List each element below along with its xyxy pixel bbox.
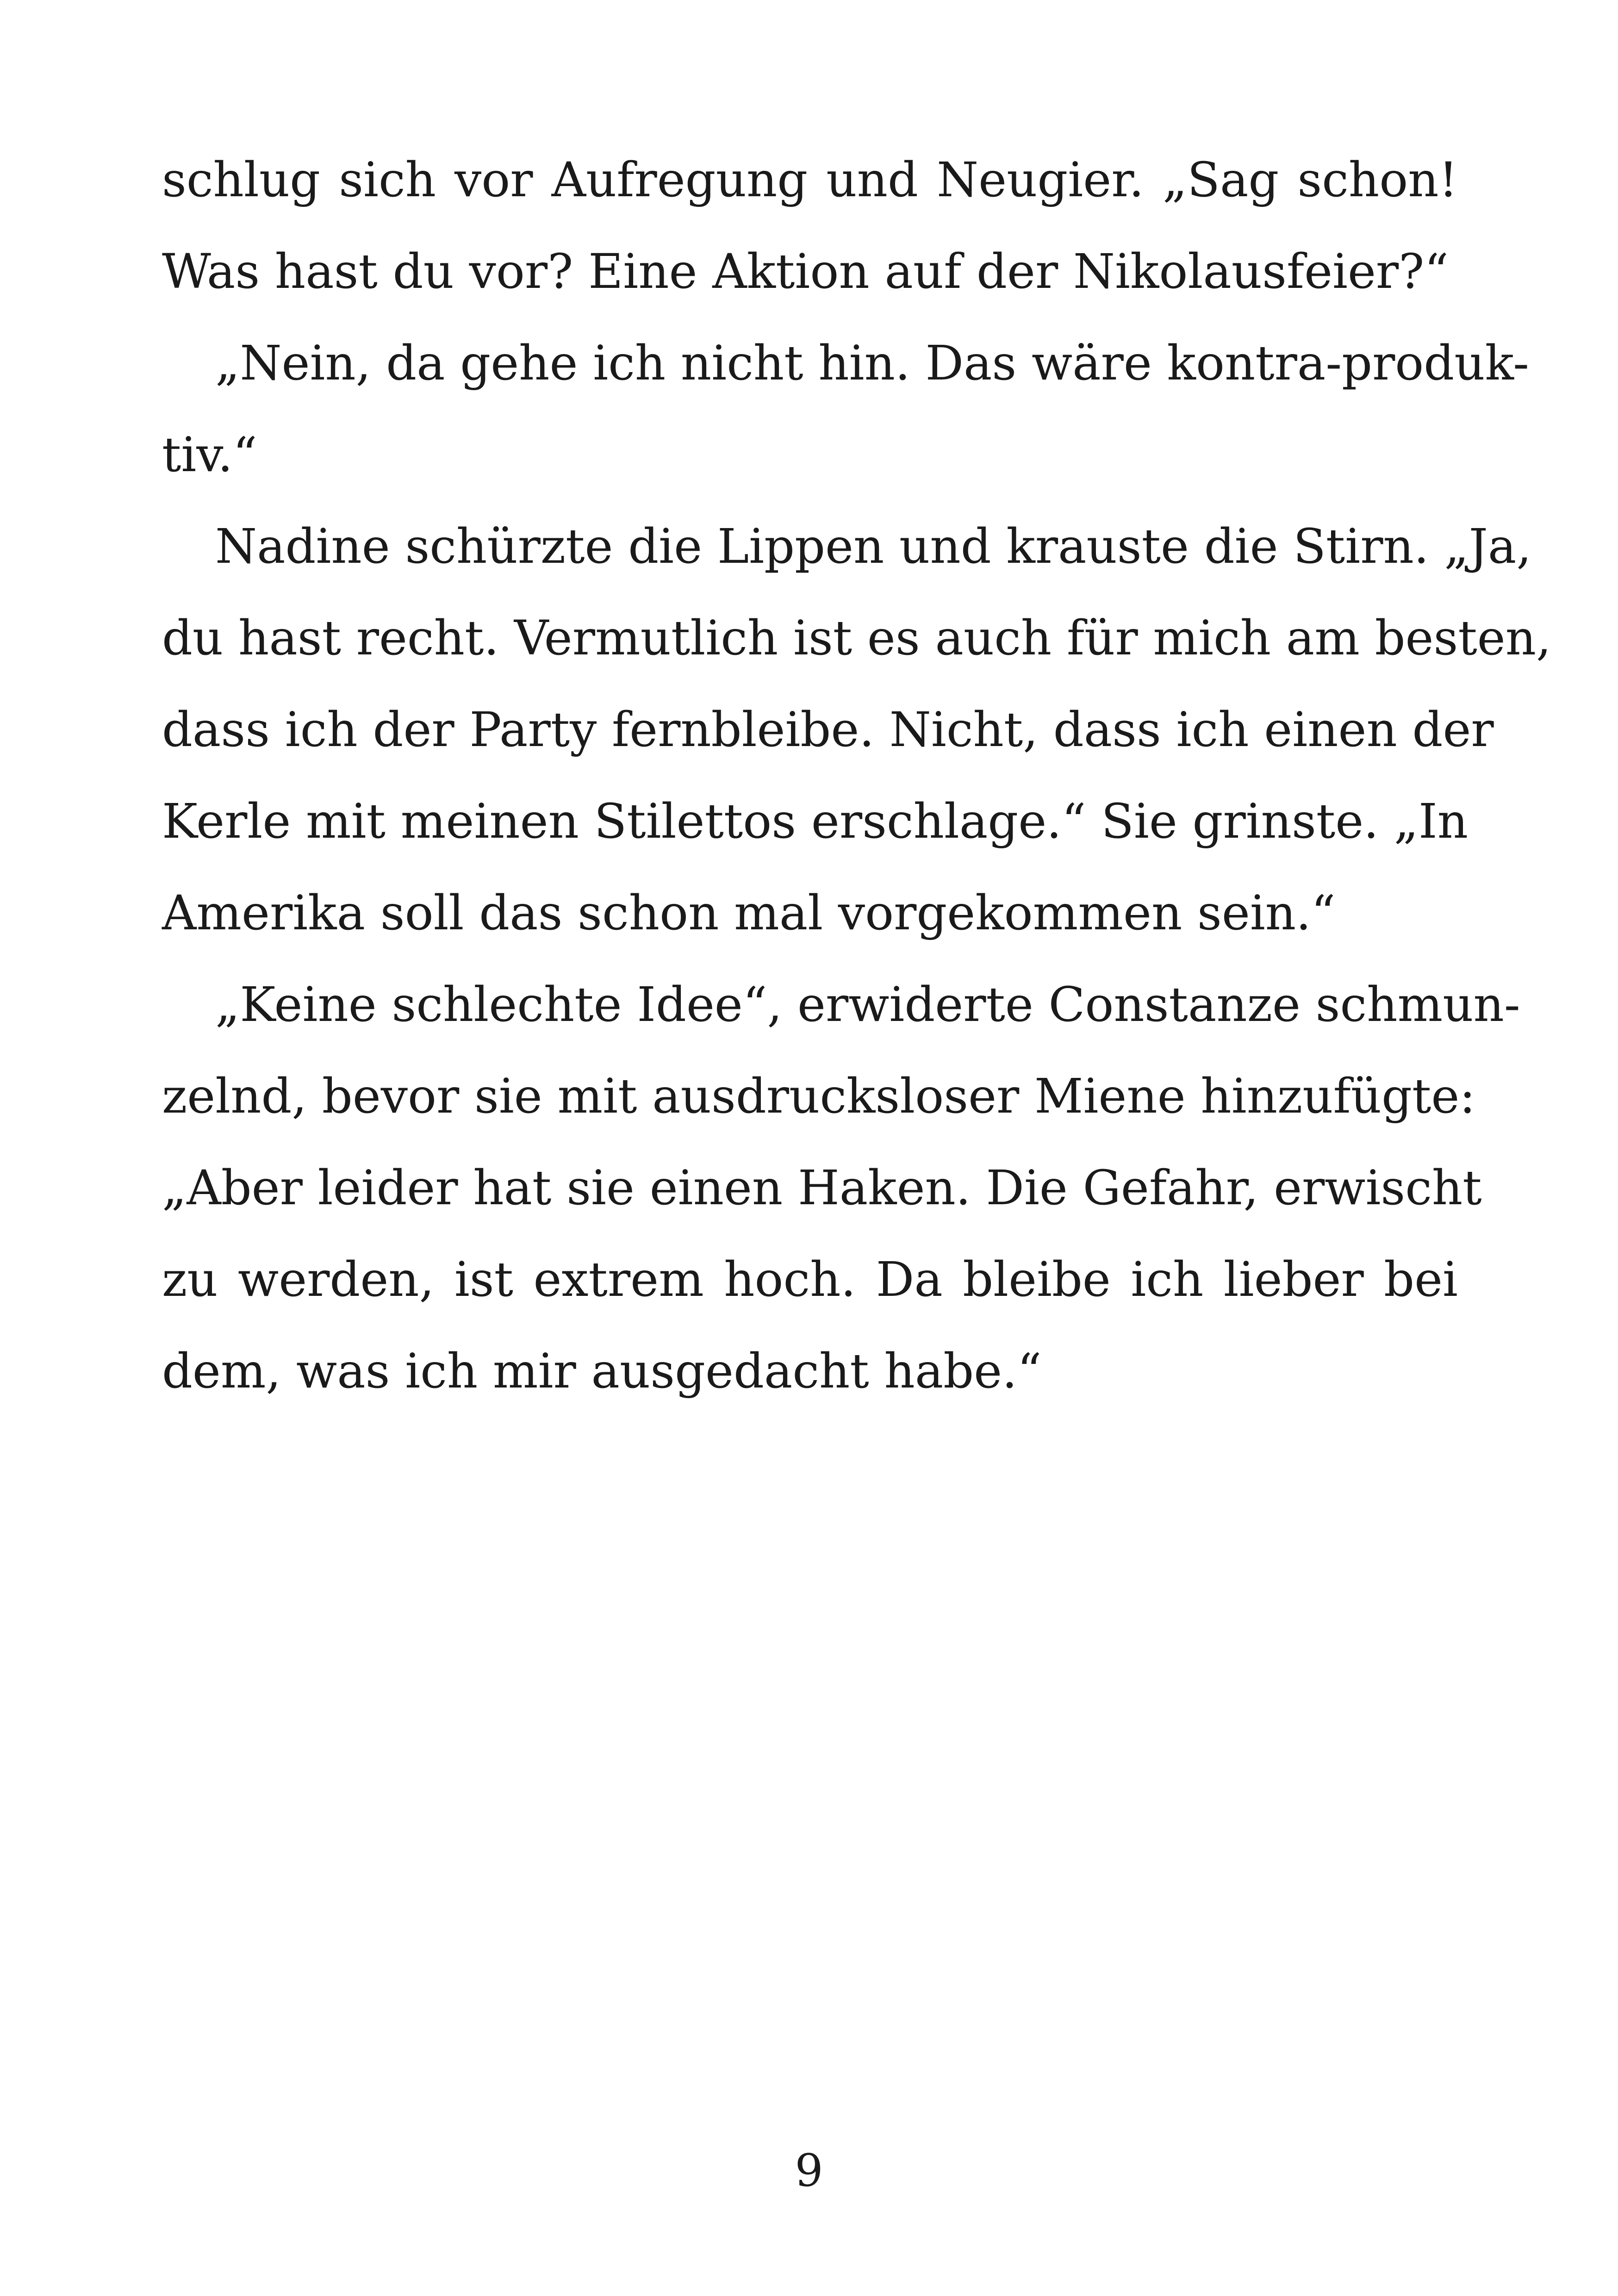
page-number: 9 — [795, 2145, 823, 2196]
text-line: zu werden, ist extrem hoch. Da bleibe ich lieber bei — [162, 1252, 1458, 1307]
text-line: Amerika soll das schon mal vorgekommen sein.“ — [162, 885, 1336, 941]
text-line: „Aber leider hat sie einen Haken. Die Gefahr, erwischt — [162, 1160, 1482, 1216]
text-line: dem, was ich mir ausgedacht habe.“ — [162, 1344, 1042, 1399]
text-line: Kerle mit meinen Stilettos erschlage.“ Sie grinste. „In — [162, 794, 1469, 849]
text-line: schlug sich vor Aufregung und Neugier. „Sag schon! — [162, 152, 1458, 208]
text-line: du hast recht. Vermutlich ist es auch für mich am besten, — [162, 610, 1551, 666]
text-line: „Nein, da gehe ich nicht hin. Das wäre kontra-produk- — [215, 336, 1529, 391]
text-line: zelnd, bevor sie mit ausdrucksloser Miene hinzufügte: — [162, 1069, 1476, 1124]
text-line: Nadine schürzte die Lippen und krauste die Stirn. „Ja, — [215, 519, 1532, 574]
text-line: dass ich der Party fernbleibe. Nicht, dass ich einen der — [162, 702, 1494, 758]
body-text — [162, 134, 1551, 1417]
text-line: „Keine schlechte Idee“, erwiderte Constanze schmun- — [215, 977, 1520, 1033]
text-line: Was hast du vor? Eine Aktion auf der Nikolausfeier?“ — [162, 244, 1449, 299]
text-line: tiv.“ — [162, 427, 257, 483]
